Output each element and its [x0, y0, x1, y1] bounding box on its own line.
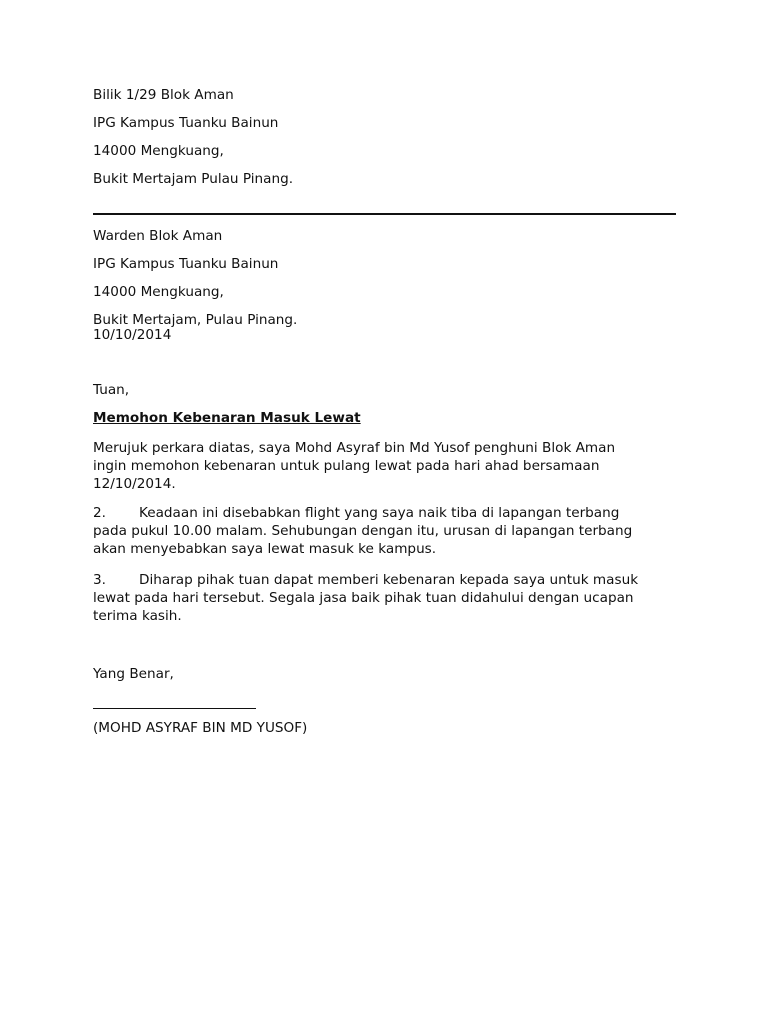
- paragraph-1-line-2: ingin memohon kebenaran untuk pulang lewat pada hari ahad bersamaan: [93, 458, 600, 475]
- salutation: Tuan,: [93, 382, 130, 398]
- paragraph-1: [93, 439, 668, 494]
- paragraph-3-line-2: lewat pada hari tersebut. Segala jasa baik pihak tuan didahului dengan ucapan: [93, 590, 634, 607]
- paragraph-2: [93, 504, 668, 559]
- recipient-address-line-1: Warden Blok Aman: [93, 228, 223, 244]
- paragraph-2-line-3: akan menyebabkan saya lewat masuk ke kampus.: [93, 541, 437, 558]
- letterhead-divider: [93, 213, 676, 215]
- sender-address-line-4: Bukit Mertajam Pulau Pinang.: [93, 171, 294, 187]
- paragraph-2-line-1-text: Keadaan ini disebabkan flight yang saya naik tiba di lapangan terbang: [139, 505, 620, 521]
- closing: Yang Benar,: [93, 666, 174, 682]
- signature-name: (MOHD ASYRAF BIN MD YUSOF): [93, 720, 308, 736]
- signature-line: [93, 708, 256, 709]
- sender-address-line-1: Bilik 1/29 Blok Aman: [93, 87, 234, 103]
- paragraph-3-number: 3.: [93, 572, 106, 588]
- letter-subject: Memohon Kebenaran Masuk Lewat: [93, 410, 361, 426]
- recipient-address-line-3: 14000 Mengkuang,: [93, 284, 224, 300]
- paragraph-1-line-3: 12/10/2014.: [93, 476, 176, 493]
- paragraph-2-line-2: pada pukul 10.00 malam. Sehubungan dengan itu, urusan di lapangan terbang: [93, 523, 633, 540]
- paragraph-2-line-1: [93, 504, 668, 522]
- sender-address-line-3: 14000 Mengkuang,: [93, 143, 224, 159]
- recipient-address-line-4: Bukit Mertajam, Pulau Pinang.: [93, 312, 298, 328]
- sender-address-line-2: IPG Kampus Tuanku Bainun: [93, 115, 279, 131]
- paragraph-2-number: 2.: [93, 505, 106, 521]
- paragraph-1-line-1: Merujuk perkara diatas, saya Mohd Asyraf bin Md Yusof penghuni Blok Aman: [93, 440, 616, 456]
- paragraph-3: [93, 571, 668, 626]
- letter-date: 10/10/2014: [93, 327, 172, 343]
- recipient-address-line-2: IPG Kampus Tuanku Bainun: [93, 256, 279, 272]
- paragraph-3-line-1: [93, 571, 668, 589]
- paragraph-3-line-1-text: Diharap pihak tuan dapat memberi kebenaran kepada saya untuk masuk: [139, 572, 639, 588]
- paragraph-3-line-3: terima kasih.: [93, 608, 182, 625]
